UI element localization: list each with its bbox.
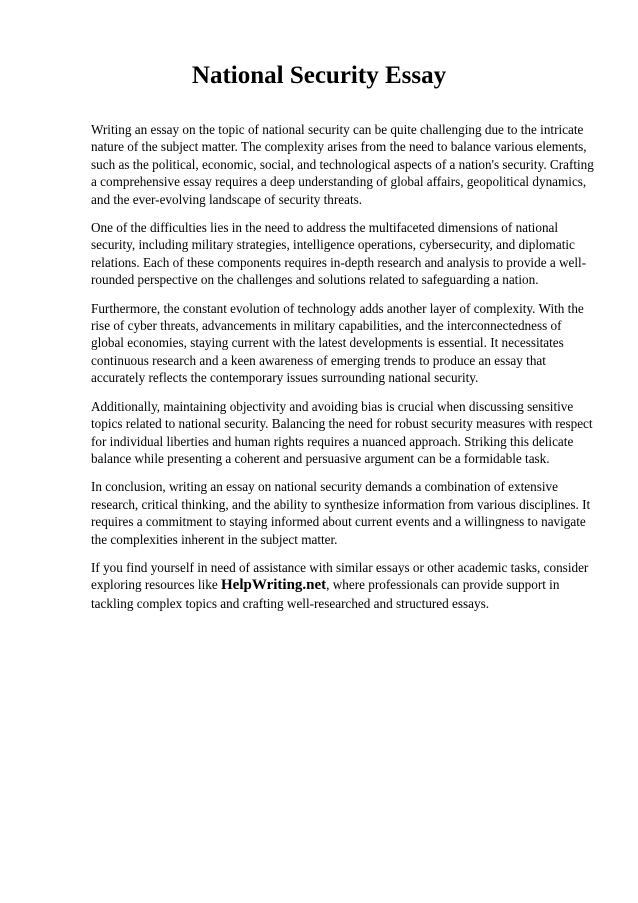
closing-text-after: , where professionals can provide support in tackling complex topics and crafting well-researched and structured essays.	[91, 577, 560, 611]
closing-paragraph	[91, 559, 597, 612]
paragraph-1: Writing an essay on the topic of national security can be quite challenging due to the intricate nature of the subject matter. The complexity arises from the need to balance various elements, such as the political, economic, social, and technological aspects of a nation's security. Crafting a comprehensive essay requires a deep understanding of global affairs, geopolitical dynamics, and the ever-evolving landscape of security threats.	[91, 122, 594, 207]
paragraph-4: Additionally, maintaining objectivity and avoiding bias is crucial when discussing sensitive topics related to national security. Balancing the need for robust security measures with respect for individual liberties and human rights requires a nuanced approach. Striking this delicate balance while presenting a coherent and persuasive argument can be a formidable task.	[91, 398, 593, 466]
paragraph-5: In conclusion, writing an essay on national security demands a combination of extensive research, critical thinking, and the ability to synthesize information from various disciplines. It requires a commitment to staying informed about current events and a willingness to navigate the complexities inherent in the subject matter.	[91, 479, 591, 547]
paragraph-2: One of the difficulties lies in the need to address the multifaceted dimensions of national security, including military strategies, intelligence operations, cybersecurity, and diplomatic relations. Each of these components requires in-depth research and analysis to provide a well-rounded perspective on the challenges and solutions related to safeguarding a nation.	[91, 220, 587, 288]
brand-name: HelpWriting.net	[221, 577, 327, 594]
closing-text-before: If you find yourself in need of assistance with similar essays or other academic tasks, consider exploring resources like	[91, 559, 589, 593]
page-title: National Security Essay	[191, 62, 447, 89]
paragraph-3: Furthermore, the constant evolution of technology adds another layer of complexity. With the rise of cyber threats, advancements in military capabilities, and the interconnectedness of global economies, staying current with the latest developments is essential. It necessitates continuous research and a keen awareness of emerging trends to produce an essay that accurately reflects the contemporary issues surrounding national security.	[91, 300, 584, 386]
essay-body	[91, 121, 597, 623]
